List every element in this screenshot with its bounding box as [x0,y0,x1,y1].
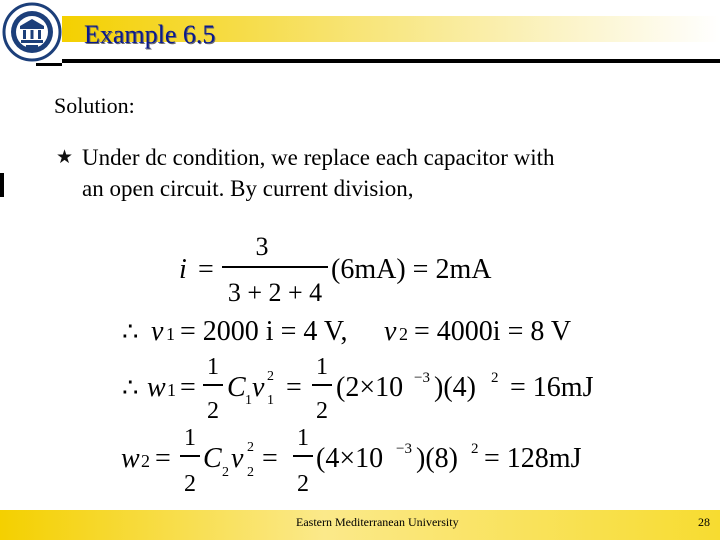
svg-text:=: = [286,372,302,403]
eq4-frac1-num: 1 [184,425,196,451]
eq3-therefore: ∴ [122,373,139,402]
page-number: 28 [698,515,710,529]
svg-text:=: = [155,443,171,474]
eq4-tail-b: )(8) [416,443,458,474]
eq3-frac2-num: 1 [316,354,328,380]
eq4-tail-a: (4×10 [316,443,384,474]
eq3-v-sub: 1 [267,393,274,408]
equation-3 [122,354,594,424]
eq2-therefore: ∴ [122,317,139,346]
eq3-frac2-den: 2 [316,398,328,424]
equation-4 [121,425,582,497]
eq3-tail-b: )(4) [434,372,476,403]
eq4-w-sub: 2 [141,451,150,471]
eq3-c-sub: 1 [245,393,252,408]
eq3-w-sub: 1 [167,380,176,400]
eq3-w: w [147,372,166,403]
solution-label: Solution: [54,93,135,118]
eq2-v1-expr: = 2000 i = 4 V, [180,316,348,347]
eq1-frac-num: 3 [255,232,269,261]
eq3-tail-a: (2×10 [336,372,404,403]
svg-text:=: = [198,254,214,285]
eq1-tail: (6mA) = 2mA [331,254,492,285]
eq4-tail-c: = 128mJ [484,443,582,474]
eq4-tail-sq: 2 [471,441,479,457]
eq3-tail-exp: −3 [414,370,430,386]
equation-1 [179,232,492,307]
eq4-tail-exp: −3 [396,441,412,457]
eq4-v-sub: 2 [247,465,254,480]
eq1-frac-den: 3 + 2 + 4 [227,278,323,307]
eq3-frac1-num: 1 [207,354,219,380]
eq4-c-sub: 2 [222,465,229,480]
bullet-line-1: Under dc condition, we replace each capacitor with [82,145,555,170]
svg-text:v: v [231,443,244,474]
star-bullet-icon: ★ [56,147,74,168]
eq4-frac2-den: 2 [297,471,309,497]
eq2-v1: v [151,316,164,347]
svg-text:C: C [227,372,246,403]
eq2-v1-sub: 1 [166,324,175,344]
eq2-v2-sub: 2 [399,324,408,344]
eq4-w: w [121,443,140,474]
svg-text:=: = [262,443,278,474]
footer-institution: Eastern Mediterranean University [296,515,459,529]
svg-text:v: v [252,372,265,403]
eq1-lhs: i [179,254,187,285]
svg-text:C: C [203,443,222,474]
svg-text:=: = [180,372,196,403]
eq3-tail-c: = 16mJ [510,372,594,403]
eq2-v2: v [384,316,397,347]
eq1-frac-bar [222,266,328,268]
bullet-line-2: an open circuit. By current division, [82,176,414,201]
eq4-v-sup: 2 [247,440,254,455]
eq3-v-sup: 2 [267,369,274,384]
eq4-frac1-den: 2 [184,471,196,497]
eq4-frac2-num: 1 [297,425,309,451]
eq3-tail-sq: 2 [491,370,499,386]
equation-2 [122,316,571,347]
eq3-frac1-den: 2 [207,398,219,424]
eq2-v2-expr: = 4000i = 8 V [414,316,572,347]
slide-title: Example 6.5 [84,20,216,49]
